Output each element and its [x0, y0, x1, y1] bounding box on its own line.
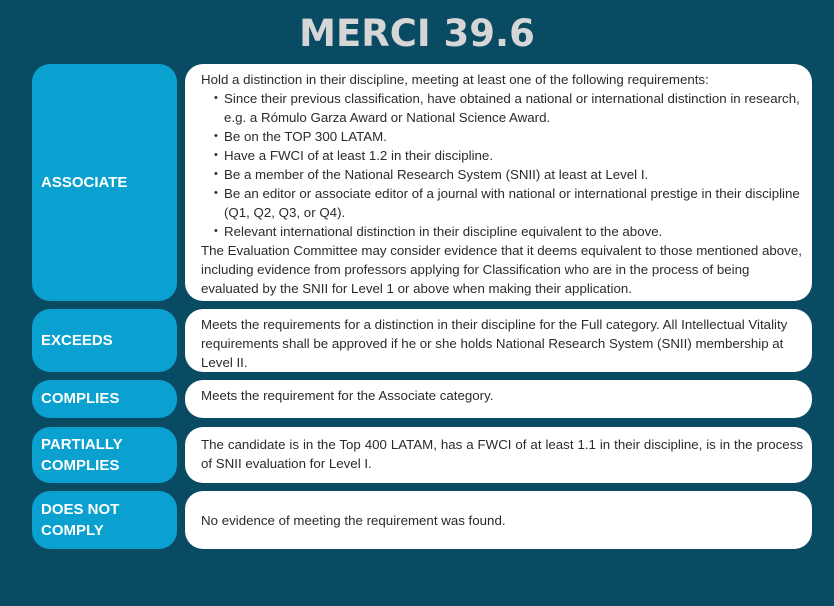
- category-label-line: COMPLIES: [41, 457, 120, 474]
- requirements-intro: Hold a distinction in their discipline, meeting at least one of the following requirements:: [201, 72, 709, 87]
- category-description-partially-complies: [185, 427, 812, 483]
- category-description-associate: [185, 64, 812, 301]
- category-label-line: PARTIALLY: [41, 436, 123, 453]
- category-description-does-not-comply: [185, 491, 812, 549]
- category-label-line: COMPLY: [41, 522, 104, 539]
- category-label-partially-complies: [32, 427, 177, 483]
- list-item: • Have a FWCI of at least 1.2 in their discipline.: [224, 146, 803, 165]
- page-title: MERCI 39.6: [299, 12, 535, 55]
- list-item: • Be a member of the National Research System (SNII) at least at Level I.: [224, 165, 803, 184]
- category-label-complies: [32, 380, 177, 418]
- category-label-text: EXCEEDS: [41, 332, 113, 349]
- description-text: No evidence of meeting the requirement was found.: [201, 512, 506, 528]
- category-label-associate: [32, 64, 177, 301]
- category-label-does-not-comply: [32, 491, 177, 549]
- category-label-text: COMPLIES: [41, 390, 120, 407]
- category-label-exceeds: [32, 309, 177, 372]
- list-item: • Since their previous classification, have obtained a national or international distinction in research, e.g. a Rómulo Garza Award or National Science Award.: [224, 89, 803, 127]
- requirements-list: [201, 89, 803, 241]
- category-label-line: DOES NOT: [41, 501, 120, 518]
- list-item: • Relevant international distinction in their discipline equivalent to the above.: [224, 222, 803, 241]
- category-label-text: ASSOCIATE: [41, 174, 128, 191]
- description-text: The candidate is in the Top 400 LATAM, has a FWCI of at least 1.1 in their discipline, is in the process of SNII evaluation for Level I.: [201, 437, 803, 471]
- list-item: • Be an editor or associate editor of a journal with national or international prestige in their discipline (Q1, Q2, Q3, or Q4).: [224, 184, 803, 222]
- committee-note: The Evaluation Committee may consider evidence that it deems equivalent to those mentioned above, including evidence from professors applying for Classification who are in the process of being evaluated by the SNII for Level 1 or above when making their application.: [201, 243, 802, 296]
- description-text: Meets the requirements for a distinction in their discipline for the Full category. All Intellectual Vitality requirements shall be approved if he or she holds National Research System (SNII) membership at Level II.: [201, 317, 788, 370]
- description-text: Meets the requirement for the Associate category.: [201, 388, 494, 403]
- category-description-complies: [185, 380, 812, 418]
- category-description-exceeds: [185, 309, 812, 372]
- list-item: • Be on the TOP 300 LATAM.: [224, 127, 803, 146]
